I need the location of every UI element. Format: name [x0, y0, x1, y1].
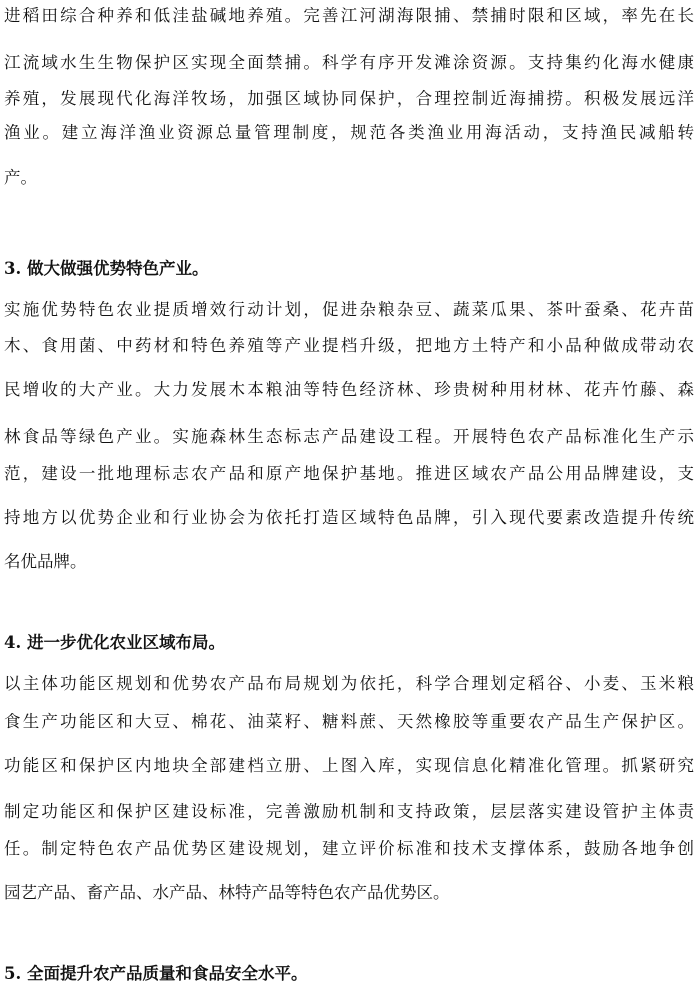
- paragraph-line: 食生产功能区和大豆、棉花、油菜籽、糖料蔗、天然橡胶等重要农产品生产保护区。: [4, 712, 694, 731]
- paragraph-line: 林食品等绿色产业。实施森林生态标志产品建设工程。开展特色农产品标准化生产示: [4, 427, 694, 446]
- paragraph-line: 养殖，发展现代化海洋牧场，加强区域协同保护，合理控制近海捕捞。积极发展远洋: [4, 89, 694, 108]
- paragraph-line: 制定功能区和保护区建设标准，完善激励机制和支持政策，层层落实建设管护主体责: [4, 802, 694, 821]
- paragraph-line: 民增收的大产业。大力发展木本粮油等特色经济林、珍贵树种用材林、花卉竹藤、森: [4, 380, 694, 399]
- paragraph-line: 持地方以优势企业和行业协会为依托打造区域特色品牌，引入现代要素改造提升传统: [4, 508, 694, 527]
- paragraph-line: 功能区和保护区内地块全部建档立册、上图入库，实现信息化精准化管理。抓紧研究: [4, 756, 694, 775]
- section-heading: 5. 全面提升农产品质量和食品安全水平。: [4, 964, 308, 983]
- paragraph-line: 产。: [4, 168, 37, 187]
- paragraph-line: 园艺产品、畜产品、水产品、林特产品等特色农产品优势区。: [4, 883, 450, 902]
- paragraph-line: 范，建设一批地理标志农产品和原产地保护基地。推进区域农产品公用品牌建设，支: [4, 464, 694, 483]
- paragraph-line: 江流域水生生物保护区实现全面禁捕。科学有序开发滩涂资源。支持集约化海水健康: [4, 53, 694, 72]
- paragraph-line: 以主体功能区规划和优势农产品布局规划为依托，科学合理划定稻谷、小麦、玉米粮: [4, 674, 694, 693]
- paragraph-line: 实施优势特色农业提质增效行动计划，促进杂粮杂豆、蔬菜瓜果、茶叶蚕桑、花卉苗: [4, 300, 694, 319]
- paragraph-line: 进稻田综合种养和低洼盐碱地养殖。完善江河湖海限捕、禁捕时限和区域，率先在长: [4, 6, 694, 25]
- paragraph-line: 任。制定特色农产品优势区建设规划，建立评价标准和技术支撑体系，鼓励各地争创: [4, 839, 694, 858]
- section-heading: 3. 做大做强优势特色产业。: [4, 259, 209, 278]
- section-heading: 4. 进一步优化农业区域布局。: [4, 633, 225, 652]
- paragraph-line: 木、食用菌、中药材和特色养殖等产业提档升级，把地方土特产和小品种做成带动农: [4, 336, 694, 355]
- paragraph-line: 名优品牌。: [4, 552, 87, 571]
- paragraph-line: 渔业。建立海洋渔业资源总量管理制度，规范各类渔业用海活动，支持渔民减船转: [4, 123, 694, 142]
